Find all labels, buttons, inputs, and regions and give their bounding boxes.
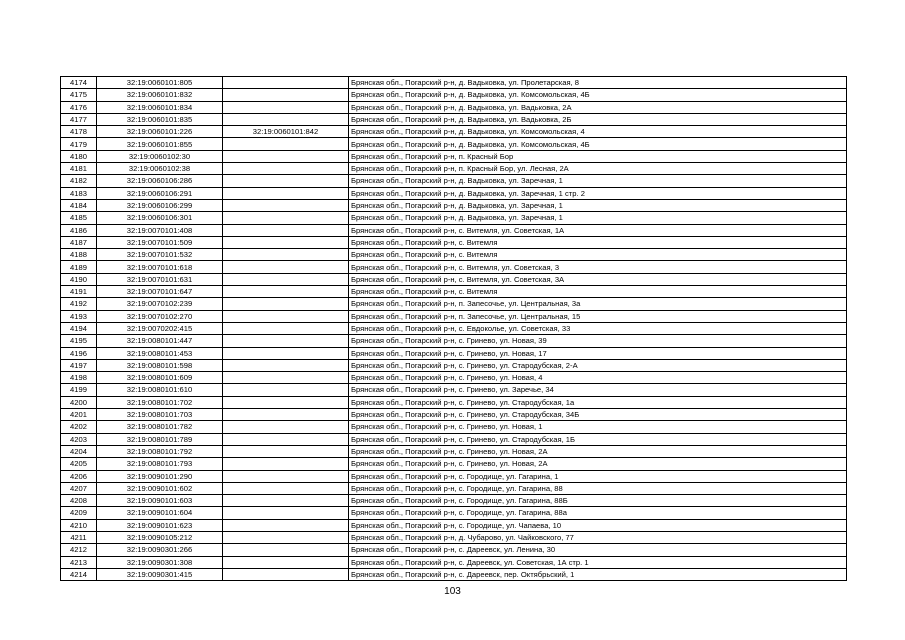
address-cell: Брянская обл., Погарский р-н, с. Городище, ул. Гагарина, 88Б (349, 495, 847, 507)
record-number-cell: 4179 (61, 138, 97, 150)
cadastral-number-cell: 32:19:0060101:226 (97, 126, 223, 138)
record-number-cell: 4204 (61, 445, 97, 457)
address-cell: Брянская обл., Погарский р-н, д. Вадьковка, ул. Заречная, 1 стр. 2 (349, 187, 847, 199)
related-cadastral-number-cell: 32:19:0060101:842 (223, 126, 349, 138)
record-number-cell: 4181 (61, 163, 97, 175)
related-cadastral-number-cell (223, 544, 349, 556)
table-row (61, 150, 847, 162)
record-number-cell: 4197 (61, 359, 97, 371)
record-number-cell: 4194 (61, 322, 97, 334)
address-cell: Брянская обл., Погарский р-н, д. Вадьковка, ул. Заречная, 1 (349, 212, 847, 224)
related-cadastral-number-cell (223, 286, 349, 298)
table-row (61, 519, 847, 531)
related-cadastral-number-cell (223, 495, 349, 507)
table-row (61, 101, 847, 113)
record-number-cell: 4187 (61, 236, 97, 248)
cadastral-number-cell: 32:19:0080101:609 (97, 372, 223, 384)
table-row (61, 458, 847, 470)
table-row (61, 286, 847, 298)
record-number-cell: 4214 (61, 568, 97, 580)
related-cadastral-number-cell (223, 347, 349, 359)
table-row (61, 421, 847, 433)
cadastral-number-cell: 32:19:0060106:301 (97, 212, 223, 224)
record-number-cell: 4178 (61, 126, 97, 138)
table-row (61, 175, 847, 187)
cadastral-number-cell: 32:19:0080101:703 (97, 409, 223, 421)
address-cell: Брянская обл., Погарский р-н, с. Евдоколье, ул. Советская, 33 (349, 322, 847, 334)
address-cell: Брянская обл., Погарский р-н, п. Запесочье, ул. Центральная, 15 (349, 310, 847, 322)
related-cadastral-number-cell (223, 409, 349, 421)
cadastral-number-cell: 32:19:0070101:631 (97, 273, 223, 285)
record-number-cell: 4213 (61, 556, 97, 568)
address-cell: Брянская обл., Погарский р-н, с. Гринево, ул. Заречье, 34 (349, 384, 847, 396)
record-number-cell: 4190 (61, 273, 97, 285)
related-cadastral-number-cell (223, 482, 349, 494)
cadastral-number-cell: 32:19:0070102:239 (97, 298, 223, 310)
related-cadastral-number-cell (223, 421, 349, 433)
table-row (61, 335, 847, 347)
address-cell: Брянская обл., Погарский р-н, с. Городище, ул. Чапаева, 10 (349, 519, 847, 531)
cadastral-number-cell: 32:19:0060102:30 (97, 150, 223, 162)
cadastral-number-cell: 32:19:0060106:291 (97, 187, 223, 199)
table-row (61, 409, 847, 421)
record-number-cell: 4191 (61, 286, 97, 298)
cadastral-number-cell: 32:19:0060101:855 (97, 138, 223, 150)
table-row (61, 556, 847, 568)
table-body (61, 77, 847, 581)
address-cell: Брянская обл., Погарский р-н, с. Дареевск, ул. Ленина, 30 (349, 544, 847, 556)
related-cadastral-number-cell (223, 359, 349, 371)
cadastral-number-cell: 32:19:0090101:602 (97, 482, 223, 494)
cadastral-number-cell: 32:19:0080101:702 (97, 396, 223, 408)
cadastral-number-cell: 32:19:0090301:308 (97, 556, 223, 568)
address-cell: Брянская обл., Погарский р-н, с. Гринево, ул. Стародубская, 2-А (349, 359, 847, 371)
cadastral-number-cell: 32:19:0060101:805 (97, 77, 223, 89)
address-cell: Брянская обл., Погарский р-н, д. Вадьковка, ул. Пролетарская, 8 (349, 77, 847, 89)
address-cell: Брянская обл., Погарский р-н, с. Дареевск, ул. Советская, 1А стр. 1 (349, 556, 847, 568)
cadastral-number-cell: 32:19:0060101:832 (97, 89, 223, 101)
record-number-cell: 4185 (61, 212, 97, 224)
address-cell: Брянская обл., Погарский р-н, с. Городище, ул. Гагарина, 88 (349, 482, 847, 494)
cadastral-number-cell: 32:19:0090101:623 (97, 519, 223, 531)
related-cadastral-number-cell (223, 175, 349, 187)
related-cadastral-number-cell (223, 236, 349, 248)
table-row (61, 138, 847, 150)
cadastral-number-cell: 32:19:0080101:453 (97, 347, 223, 359)
related-cadastral-number-cell (223, 556, 349, 568)
cadastral-number-cell: 32:19:0070101:618 (97, 261, 223, 273)
address-cell: Брянская обл., Погарский р-н, с. Витемля (349, 236, 847, 248)
table-row (61, 359, 847, 371)
table-row (61, 384, 847, 396)
related-cadastral-number-cell (223, 150, 349, 162)
cadastral-number-cell: 32:19:0070101:532 (97, 249, 223, 261)
record-number-cell: 4212 (61, 544, 97, 556)
cadastral-number-cell: 32:19:0080101:782 (97, 421, 223, 433)
table-row (61, 261, 847, 273)
record-number-cell: 4209 (61, 507, 97, 519)
table-row (61, 310, 847, 322)
page-number: 103 (444, 586, 461, 597)
record-number-cell: 4175 (61, 89, 97, 101)
cadastral-number-cell: 32:19:0060106:299 (97, 199, 223, 211)
table-row (61, 224, 847, 236)
related-cadastral-number-cell (223, 372, 349, 384)
cadastral-number-cell: 32:19:0070101:647 (97, 286, 223, 298)
address-cell: Брянская обл., Погарский р-н, с. Гринево, ул. Новая, 4 (349, 372, 847, 384)
table-row (61, 372, 847, 384)
related-cadastral-number-cell (223, 445, 349, 457)
record-number-cell: 4182 (61, 175, 97, 187)
address-cell: Брянская обл., Погарский р-н, с. Витемля, ул. Советская, 3 (349, 261, 847, 273)
related-cadastral-number-cell (223, 335, 349, 347)
cadastral-number-cell: 32:19:0080101:447 (97, 335, 223, 347)
cadastral-number-cell: 32:19:0070101:509 (97, 236, 223, 248)
cadastral-number-cell: 32:19:0070202:415 (97, 322, 223, 334)
record-number-cell: 4188 (61, 249, 97, 261)
address-cell: Брянская обл., Погарский р-н, с. Гринево, ул. Новая, 17 (349, 347, 847, 359)
record-number-cell: 4176 (61, 101, 97, 113)
record-number-cell: 4210 (61, 519, 97, 531)
table-row (61, 89, 847, 101)
address-cell: Брянская обл., Погарский р-н, с. Витемля (349, 286, 847, 298)
record-number-cell: 4201 (61, 409, 97, 421)
table-row (61, 396, 847, 408)
related-cadastral-number-cell (223, 384, 349, 396)
address-cell: Брянская обл., Погарский р-н, с. Гринево, ул. Стародубская, 1Б (349, 433, 847, 445)
cadastral-number-cell: 32:19:0080101:789 (97, 433, 223, 445)
cadastral-number-cell: 32:19:0060102:38 (97, 163, 223, 175)
related-cadastral-number-cell (223, 396, 349, 408)
address-cell: Брянская обл., Погарский р-н, с. Витемля (349, 249, 847, 261)
cadastral-number-cell: 32:19:0090301:266 (97, 544, 223, 556)
related-cadastral-number-cell (223, 310, 349, 322)
table-row (61, 273, 847, 285)
table-row (61, 113, 847, 125)
related-cadastral-number-cell (223, 470, 349, 482)
record-number-cell: 4207 (61, 482, 97, 494)
address-cell: Брянская обл., Погарский р-н, п. Красный Бор, ул. Лесная, 2А (349, 163, 847, 175)
related-cadastral-number-cell (223, 224, 349, 236)
related-cadastral-number-cell (223, 187, 349, 199)
related-cadastral-number-cell (223, 113, 349, 125)
cadastral-number-cell: 32:19:0080101:610 (97, 384, 223, 396)
record-number-cell: 4193 (61, 310, 97, 322)
address-cell: Брянская обл., Погарский р-н, д. Вадьковка, ул. Комсомольская, 4Б (349, 138, 847, 150)
cadastral-number-cell: 32:19:0080101:793 (97, 458, 223, 470)
table-row (61, 544, 847, 556)
address-cell: Брянская обл., Погарский р-н, п. Запесочье, ул. Центральная, 3а (349, 298, 847, 310)
address-cell: Брянская обл., Погарский р-н, с. Витемля, ул. Советская, 1А (349, 224, 847, 236)
related-cadastral-number-cell (223, 212, 349, 224)
related-cadastral-number-cell (223, 298, 349, 310)
cadastral-number-cell: 32:19:0090301:415 (97, 568, 223, 580)
address-cell: Брянская обл., Погарский р-н, д. Вадьковка, ул. Вадьковка, 2А (349, 101, 847, 113)
table-row (61, 249, 847, 261)
address-cell: Брянская обл., Погарский р-н, с. Витемля, ул. Советская, 3А (349, 273, 847, 285)
related-cadastral-number-cell (223, 261, 349, 273)
record-number-cell: 4211 (61, 531, 97, 543)
table-row (61, 445, 847, 457)
related-cadastral-number-cell (223, 199, 349, 211)
related-cadastral-number-cell (223, 433, 349, 445)
record-number-cell: 4206 (61, 470, 97, 482)
cadastral-number-cell: 32:19:0070102:270 (97, 310, 223, 322)
table-row (61, 77, 847, 89)
record-number-cell: 4208 (61, 495, 97, 507)
address-cell: Брянская обл., Погарский р-н, д. Вадьковка, ул. Заречная, 1 (349, 199, 847, 211)
record-number-cell: 4202 (61, 421, 97, 433)
address-cell: Брянская обл., Погарский р-н, д. Вадьковка, ул. Заречная, 1 (349, 175, 847, 187)
record-number-cell: 4205 (61, 458, 97, 470)
table-row (61, 322, 847, 334)
related-cadastral-number-cell (223, 507, 349, 519)
record-number-cell: 4200 (61, 396, 97, 408)
cadastral-number-cell: 32:19:0090101:604 (97, 507, 223, 519)
related-cadastral-number-cell (223, 322, 349, 334)
record-number-cell: 4192 (61, 298, 97, 310)
address-cell: Брянская обл., Погарский р-н, д. Вадьковка, ул. Комсомольская, 4 (349, 126, 847, 138)
related-cadastral-number-cell (223, 89, 349, 101)
cadastral-table (60, 76, 847, 581)
record-number-cell: 4189 (61, 261, 97, 273)
table-row (61, 568, 847, 580)
cadastral-number-cell: 32:19:0060106:286 (97, 175, 223, 187)
address-cell: Брянская обл., Погарский р-н, с. Гринево, ул. Новая, 1 (349, 421, 847, 433)
record-number-cell: 4180 (61, 150, 97, 162)
related-cadastral-number-cell (223, 138, 349, 150)
address-cell: Брянская обл., Погарский р-н, д. Вадьковка, ул. Комсомольская, 4Б (349, 89, 847, 101)
address-cell: Брянская обл., Погарский р-н, с. Гринево, ул. Стародубская, 1а (349, 396, 847, 408)
table-row (61, 482, 847, 494)
record-number-cell: 4199 (61, 384, 97, 396)
table-row (61, 187, 847, 199)
record-number-cell: 4196 (61, 347, 97, 359)
record-number-cell: 4177 (61, 113, 97, 125)
table-row (61, 495, 847, 507)
address-cell: Брянская обл., Погарский р-н, д. Вадьковка, ул. Вадьковка, 2Б (349, 113, 847, 125)
table-row (61, 163, 847, 175)
table-row (61, 470, 847, 482)
address-cell: Брянская обл., Погарский р-н, п. Красный Бор (349, 150, 847, 162)
address-cell: Брянская обл., Погарский р-н, с. Гринево, ул. Стародубская, 34Б (349, 409, 847, 421)
cadastral-number-cell: 32:19:0090101:603 (97, 495, 223, 507)
address-cell: Брянская обл., Погарский р-н, с. Городище, ул. Гагарина, 1 (349, 470, 847, 482)
related-cadastral-number-cell (223, 531, 349, 543)
cadastral-number-cell: 32:19:0080101:598 (97, 359, 223, 371)
record-number-cell: 4195 (61, 335, 97, 347)
address-cell: Брянская обл., Погарский р-н, с. Гринево, ул. Новая, 39 (349, 335, 847, 347)
table-row (61, 199, 847, 211)
cadastral-number-cell: 32:19:0060101:835 (97, 113, 223, 125)
related-cadastral-number-cell (223, 77, 349, 89)
table-row (61, 347, 847, 359)
related-cadastral-number-cell (223, 458, 349, 470)
table-row (61, 212, 847, 224)
related-cadastral-number-cell (223, 568, 349, 580)
address-cell: Брянская обл., Погарский р-н, с. Гринево, ул. Новая, 2А (349, 445, 847, 457)
table-row (61, 531, 847, 543)
related-cadastral-number-cell (223, 163, 349, 175)
record-number-cell: 4203 (61, 433, 97, 445)
table-row (61, 298, 847, 310)
cadastral-number-cell: 32:19:0090105:212 (97, 531, 223, 543)
record-number-cell: 4198 (61, 372, 97, 384)
cadastral-number-cell: 32:19:0080101:792 (97, 445, 223, 457)
record-number-cell: 4186 (61, 224, 97, 236)
record-number-cell: 4184 (61, 199, 97, 211)
related-cadastral-number-cell (223, 519, 349, 531)
address-cell: Брянская обл., Погарский р-н, с. Гринево, ул. Новая, 2А (349, 458, 847, 470)
table-row (61, 507, 847, 519)
cadastral-number-cell: 32:19:0070101:408 (97, 224, 223, 236)
address-cell: Брянская обл., Погарский р-н, с. Дареевск, пер. Октябрьский, 1 (349, 568, 847, 580)
address-cell: Брянская обл., Погарский р-н, д. Чубарово, ул. Чайковского, 77 (349, 531, 847, 543)
related-cadastral-number-cell (223, 273, 349, 285)
table-row (61, 236, 847, 248)
record-number-cell: 4183 (61, 187, 97, 199)
address-cell: Брянская обл., Погарский р-н, с. Городище, ул. Гагарина, 88а (349, 507, 847, 519)
table-row (61, 433, 847, 445)
table-row (61, 126, 847, 138)
cadastral-number-cell: 32:19:0060101:834 (97, 101, 223, 113)
record-number-cell: 4174 (61, 77, 97, 89)
related-cadastral-number-cell (223, 101, 349, 113)
related-cadastral-number-cell (223, 249, 349, 261)
cadastral-number-cell: 32:19:0090101:290 (97, 470, 223, 482)
